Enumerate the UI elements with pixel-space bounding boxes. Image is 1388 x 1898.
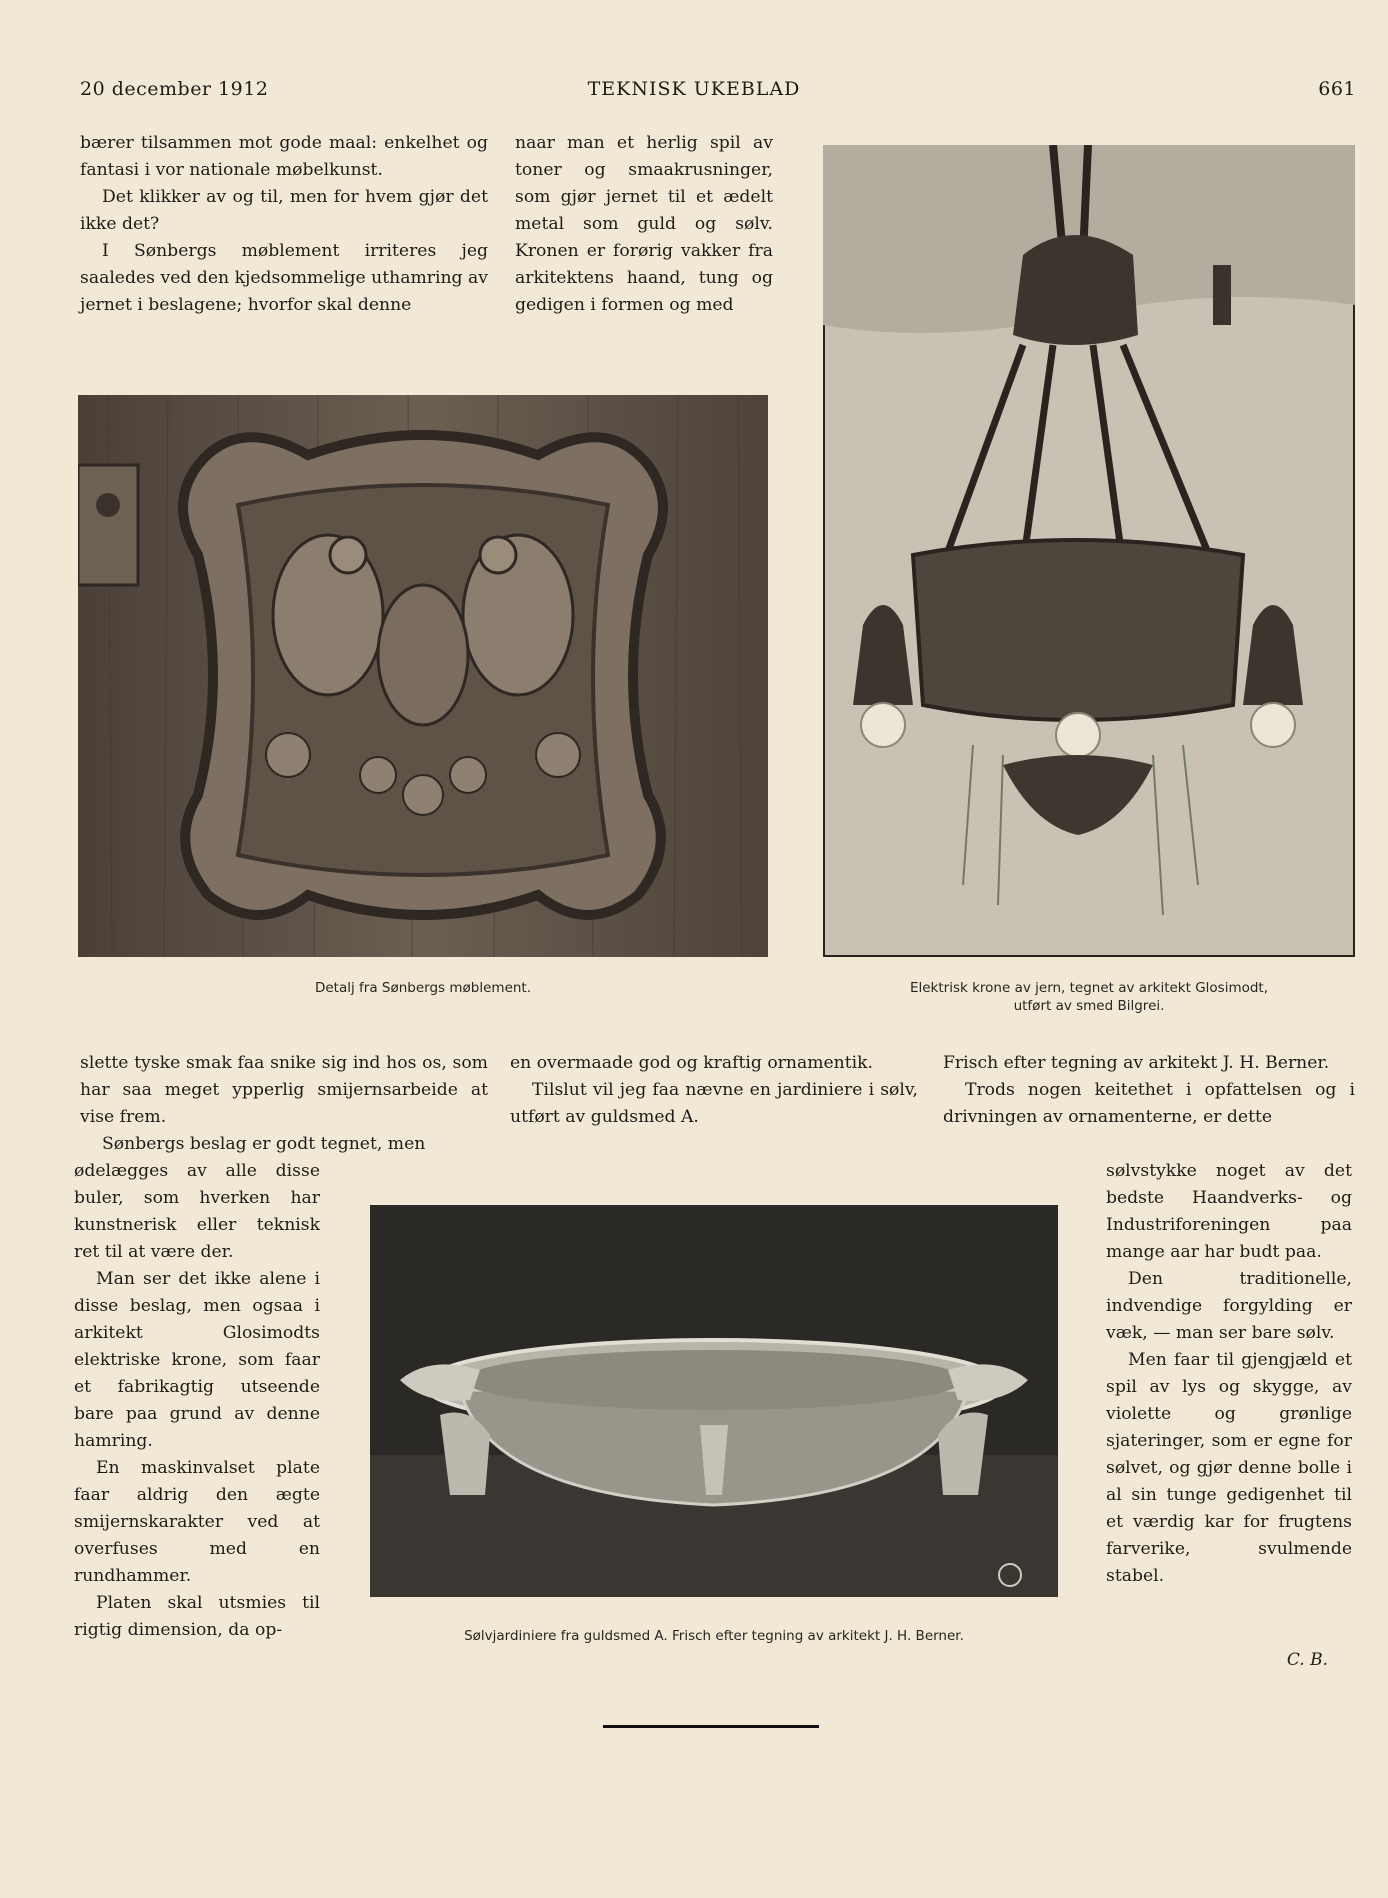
caption-panel: Detalj fra Sønbergs møblement. xyxy=(314,980,532,996)
text-column-right-narrow xyxy=(1106,1158,1352,1590)
paragraph: Trods nogen keitethet i opfattelsen og i drivningen av ornamenterne, er dette xyxy=(943,1080,1355,1127)
paragraph: ødelægges av alle disse buler, som hverken har kunstnerisk eller teknisk ret til at være der. xyxy=(74,1161,320,1262)
paragraph: Frisch efter tegning av arkitekt J. H. Berner. xyxy=(943,1053,1330,1073)
paragraph: Men faar til gjengjæld et spil av lys og skygge, av violette og grønlige sjateringer, som er egne for sølvet, og gjør denne bolle i al sin tunge gedigenhet til et værdig kar for frugtens farverike, svulmende stabel. xyxy=(1106,1350,1352,1586)
closing-rule xyxy=(603,1725,819,1728)
paragraph: Tilslut vil jeg faa nævne en jardiniere i sølv, utført av guldsmed A. xyxy=(510,1080,918,1127)
paragraph: En maskinvalset plate faar aldrig den ægte smijernskarakter ved at overfuses med en rundhammer. xyxy=(74,1458,320,1586)
carved-panel-photo xyxy=(78,395,768,957)
paragraph: Det klikker av og til, men for hvem gjør det ikke det? xyxy=(80,187,488,234)
silver-bowl-photo xyxy=(370,1205,1058,1597)
paragraph: en overmaade god og kraftig ornamentik. xyxy=(510,1053,874,1073)
header-journal-title: TEKNISK UKEBLAD xyxy=(587,78,801,100)
paragraph: Man ser det ikke alene i disse beslag, men ogsaa i arkitekt Glosimodts elektriske krone, som faar et fabrikagtig utseende bare paa grund av denne hamring. xyxy=(74,1269,320,1451)
text-column-top-2 xyxy=(515,130,773,319)
paragraph: I Sønbergs møblement irriteres jeg saaledes ved den kjedsommelige uthamring av jernet i beslagene; hvorfor skal denne xyxy=(80,241,488,315)
paragraph: bærer tilsammen mot gode maal: enkelhet og fantasi i vor nationale møbelkunst. xyxy=(80,133,488,180)
paragraph: sølvstykke noget av det bedste Haandverks- og Industriforeningen paa mange aar har budt paa. xyxy=(1106,1161,1352,1262)
text-column-left-narrow xyxy=(74,1158,320,1644)
header-date: 20 december 1912 xyxy=(80,78,269,100)
text-column-mid-1 xyxy=(80,1050,488,1158)
paragraph: naar man et herlig spil av toner og smaakrusninger, som gjør jernet til et ædelt metal som guld og sølv. Kronen er forørig vakker fra arkitektens haand, tung og gedigen i formen og med xyxy=(515,133,773,315)
caption-chandelier-line1: Elektrisk krone av jern, tegnet av arkitekt Glosimodt, xyxy=(909,980,1269,996)
author-signature: C. B. xyxy=(1286,1650,1328,1670)
header-page-number: 661 xyxy=(1318,78,1356,100)
paragraph: Platen skal utsmies til rigtig dimension, da op- xyxy=(74,1593,320,1640)
caption-bowl: Sølvjardiniere fra guldsmed A. Frisch efter tegning av arkitekt J. H. Berner. xyxy=(464,1628,964,1644)
paragraph: slette tyske smak faa snike sig ind hos os, som har saa meget ypperlig smijernsarbeide at vise frem. xyxy=(80,1053,488,1127)
text-column-mid-2 xyxy=(510,1050,918,1131)
paragraph: Sønbergs beslag er godt tegnet, men xyxy=(102,1134,426,1154)
chandelier-photo xyxy=(823,145,1355,957)
caption-chandelier-line2: utført av smed Bilgrei. xyxy=(1013,998,1165,1014)
paragraph: Den traditionelle, indvendige forgylding er væk, — man ser bare sølv. xyxy=(1106,1269,1352,1343)
text-column-mid-3 xyxy=(943,1050,1355,1131)
text-column-top-1 xyxy=(80,130,488,319)
